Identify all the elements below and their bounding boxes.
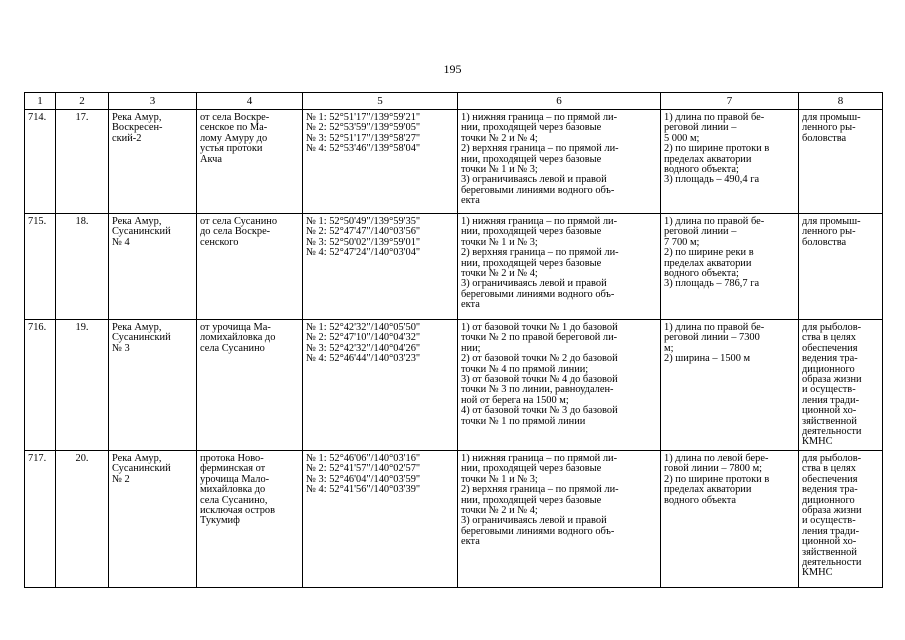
row-subnumber: 17. [56, 110, 109, 214]
base-point-coordinates: № 1: 52°50'49"/139°59'35" № 2: 52°47'47"/140°03'56" № 3: 52°50'02"/139°59'01" № 4: 52°47'24"/140°03'04" [303, 214, 458, 320]
table-row [25, 214, 883, 320]
base-point-coordinates: № 1: 52°42'32"/140°05'50" № 2: 52°47'10"/140°04'32" № 3: 52°42'32"/140°04'26" № 4: 52°46'44"/140°03'23" [303, 320, 458, 451]
row-number: 716. [25, 320, 56, 451]
location-description: протока Ново- ферминская от урочища Мало- михайловка до села Сусанино, исключая остров Тукумиф [197, 451, 303, 588]
water-body-name: Река Амур, Сусанинский № 3 [109, 320, 197, 451]
base-point-coordinates: № 1: 52°51'17"/139°59'21" № 2: 52°53'59"/139°59'05" № 3: 52°51'17"/139°58'27" № 4: 52°53'46"/139°58'04" [303, 110, 458, 214]
row-subnumber: 20. [56, 451, 109, 588]
location-description: от села Воскре- сенское по Ма- лому Амуру до устья протоки Акча [197, 110, 303, 214]
column-header: 7 [661, 93, 799, 110]
location-description: от урочища Ма- ломихайловка до села Сусанино [197, 320, 303, 451]
water-body-name: Река Амур, Сусанинский № 4 [109, 214, 197, 320]
base-point-coordinates: № 1: 52°46'06"/140°03'16" № 2: 52°41'57"/140°02'57" № 3: 52°46'04"/140°03'59" № 4: 52°41'56"/140°03'39" [303, 451, 458, 588]
boundary-description: 1) нижняя граница – по прямой ли- нии, проходящей через базовые точки № 1 и № 3; 2) верхняя граница – по прямой ли- нии, проходящей через базовые точки № 2 и № 4; 3) ограничиваясь левой и правой береговыми линиями водного объ- екта [458, 451, 661, 588]
area-dimensions: 1) длина по левой бере- говой линии – 7800 м; 2) по ширине протоки в пределах акватории водного объекта [661, 451, 799, 588]
row-subnumber: 18. [56, 214, 109, 320]
water-body-name: Река Амур, Сусанинский № 2 [109, 451, 197, 588]
area-dimensions: 1) длина по правой бе- реговой линии – 7 700 м; 2) по ширине реки в пределах акватории водного объекта; 3) площадь – 786,7 га [661, 214, 799, 320]
row-number: 714. [25, 110, 56, 214]
table-row [25, 320, 883, 451]
usage-purpose: для промыш- ленного ры- боловства [799, 110, 883, 214]
usage-purpose: для рыболов- ства в целях обеспечения ведения тра- диционного образа жизни и осуществ- ления тради- ционной хо- зяйственной деятельности КМНС [799, 451, 883, 588]
column-header: 8 [799, 93, 883, 110]
area-dimensions: 1) длина по правой бе- реговой линии – 5 000 м; 2) по ширине протоки в пределах акватории водного объекта; 3) площадь – 490,4 га [661, 110, 799, 214]
column-header: 2 [56, 93, 109, 110]
boundary-description: 1) нижняя граница – по прямой ли- нии, проходящей через базовые точки № 2 и № 4; 2) верхняя граница – по прямой ли- нии, проходящей через базовые точки № 1 и № 3; 3) ограничиваясь левой и правой береговыми линиями водного объ- екта [458, 110, 661, 214]
column-header: 4 [197, 93, 303, 110]
location-description: от села Сусанино до села Воскре- сенского [197, 214, 303, 320]
water-body-name: Река Амур, Воскресен- ский-2 [109, 110, 197, 214]
area-dimensions: 1) длина по правой бе- реговой линии – 7300 м; 2) ширина – 1500 м [661, 320, 799, 451]
row-subnumber: 19. [56, 320, 109, 451]
usage-purpose: для промыш- ленного ры- боловства [799, 214, 883, 320]
page-number: 195 [443, 62, 462, 76]
boundary-description: 1) нижняя граница – по прямой ли- нии, проходящей через базовые точки № 1 и № 3; 2) верхняя граница – по прямой ли- нии, проходящей через базовые точки № 2 и № 4; 3) ограничиваясь левой и правой береговыми линиями водного объ- екта [458, 214, 661, 320]
usage-purpose: для рыболов- ства в целях обеспечения ведения тра- диционного образа жизни и осуществ- ления тради- ционной хо- зяйственной деятельности КМНС [799, 320, 883, 451]
row-number: 715. [25, 214, 56, 320]
column-header: 1 [25, 93, 56, 110]
register-table [24, 92, 883, 588]
column-header: 3 [109, 93, 197, 110]
column-header: 6 [458, 93, 661, 110]
boundary-description: 1) от базовой точки № 1 до базовой точки № 2 по правой береговой ли- нии; 2) от базовой точки № 2 до базовой точки № 4 по прямой линии; 3) от базовой точки № 4 до базовой точки № 3 по линии, равноудален- ной от берега на 1500 м; 4) от базовой точки № 3 до базовой точки № 1 по прямой линии [458, 320, 661, 451]
table-row [25, 110, 883, 214]
column-number-row [25, 93, 883, 110]
table-row [25, 451, 883, 588]
row-number: 717. [25, 451, 56, 588]
column-header: 5 [303, 93, 458, 110]
